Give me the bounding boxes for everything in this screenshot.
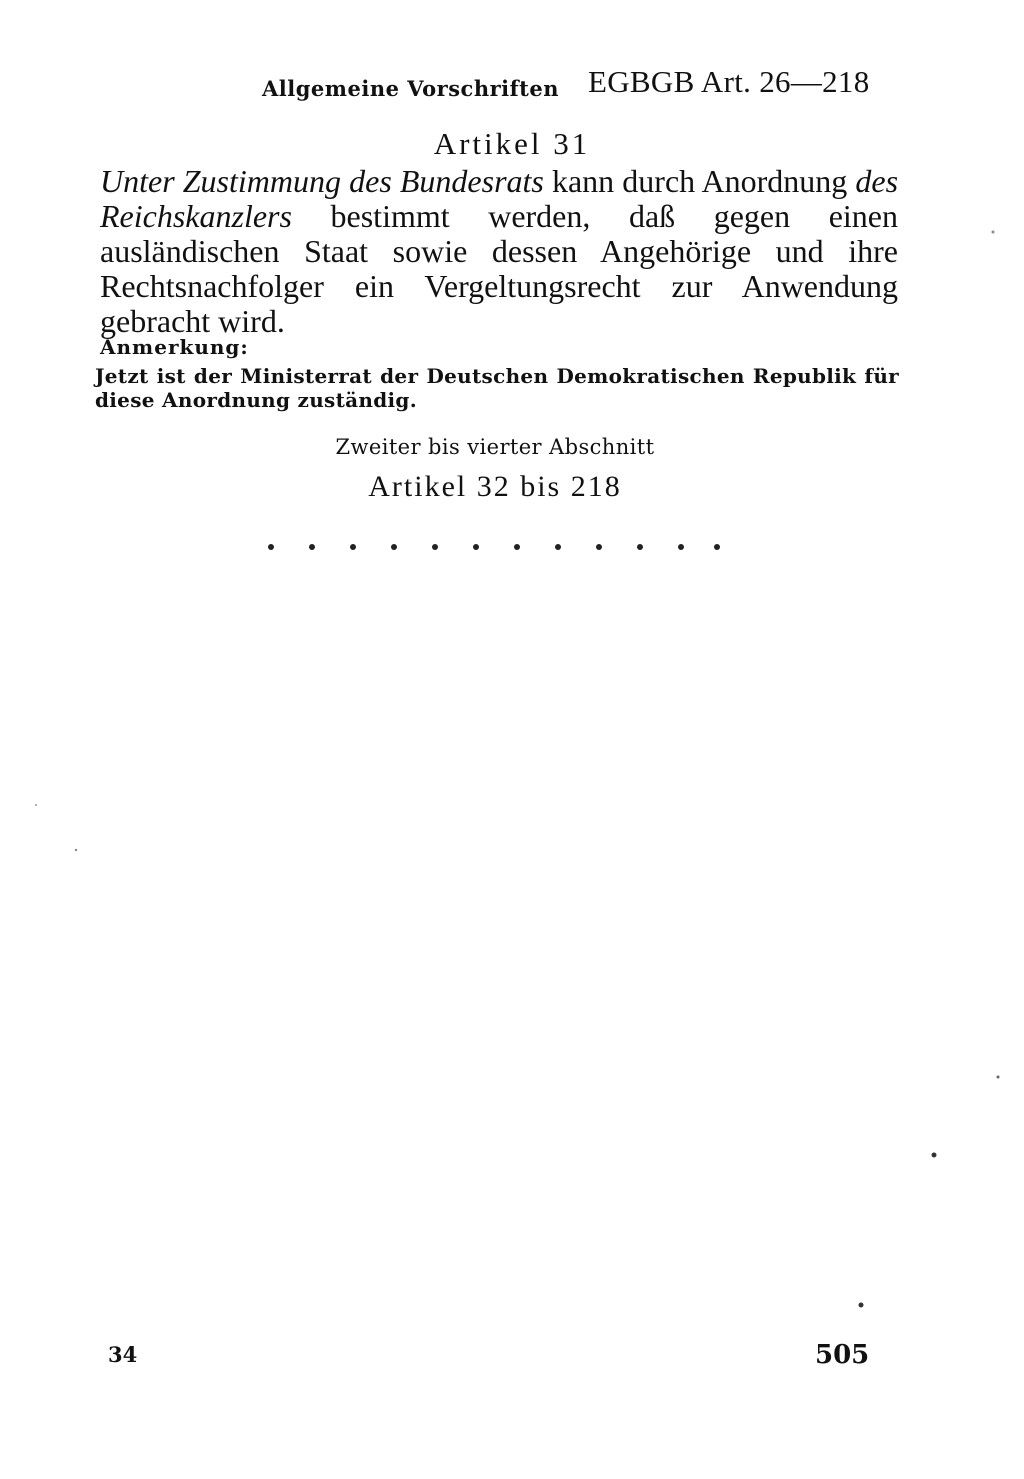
- section-subtitle: Zweiter bis vierter Abschnitt: [335, 435, 655, 459]
- omission-dot: [514, 544, 520, 550]
- note-text: Jetzt ist der Ministerrat der Deutschen Demokratischen Republik für diese Anordnung zuständig.: [95, 364, 899, 412]
- omission-dot: [268, 544, 274, 550]
- article-title: Artikel 31: [433, 126, 591, 161]
- omission-dot: [432, 544, 438, 550]
- note-label: Anmerkung:: [100, 335, 249, 359]
- omission-dot: [637, 544, 643, 550]
- article-body-italic-1: Unter Zustimmung des Bundesrats: [100, 163, 544, 199]
- omission-dot: [678, 544, 684, 550]
- omission-dot: [714, 544, 720, 550]
- omission-dot: [391, 544, 397, 550]
- section-title: Artikel 32 bis 218: [368, 470, 622, 503]
- omission-dot: [596, 544, 602, 550]
- omission-dots: [262, 530, 732, 560]
- running-head-section: Allgemeine Vorschriften: [262, 76, 560, 101]
- page-number: 505: [815, 1340, 870, 1370]
- running-head-reference: EGBGB Art. 26—218: [588, 64, 870, 99]
- omission-dot: [309, 544, 315, 550]
- omission-dot: [555, 544, 561, 550]
- signature-mark: 34: [108, 1342, 138, 1367]
- article-body-plain-2: bestimmt werden, daß gegen einen ausländischen Staat sowie dessen Angehörige und ihre Rechtsnachfolger ein Vergeltungsrecht zur Anwendung gebracht wird.: [100, 198, 898, 339]
- omission-dot: [350, 544, 356, 550]
- article-body-italic-2: des Reichskanzlers: [100, 163, 899, 234]
- article-body: [100, 164, 898, 339]
- omission-dot: [473, 544, 479, 550]
- article-body-plain-1: kann durch Anordnung: [543, 163, 856, 199]
